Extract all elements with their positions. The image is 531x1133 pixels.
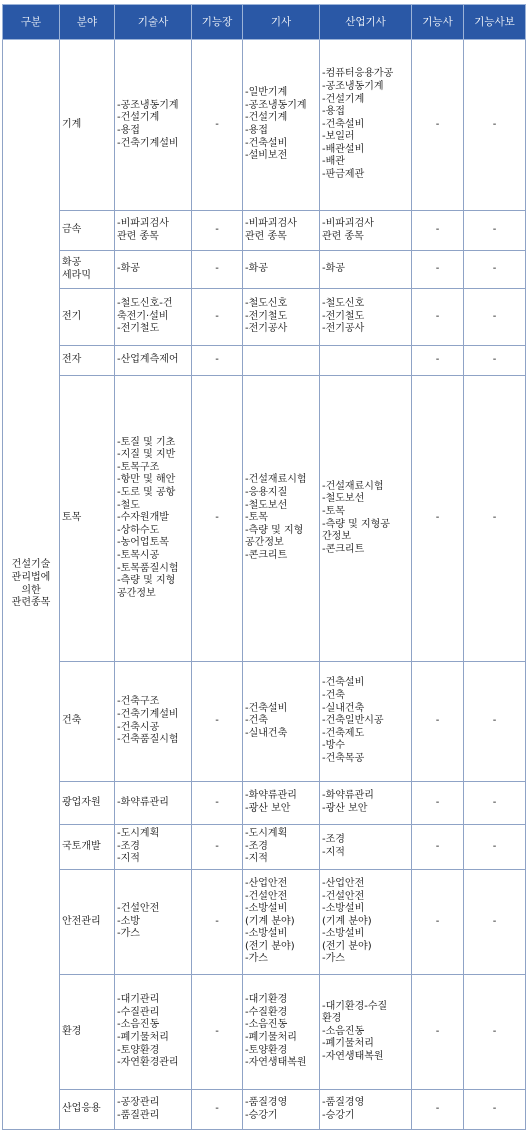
field-cell [60, 975, 115, 1090]
header-field: 분야 [60, 5, 115, 40]
saneop-gisa-cell [320, 376, 412, 662]
cell-line: -화공 [322, 263, 345, 275]
cell-line: -공조냉동기계 [322, 80, 384, 92]
cell-line: 전자 [62, 354, 82, 366]
cell-line: -응용지질 [245, 487, 288, 499]
table-row [3, 662, 526, 782]
header-gineungsa: 기능사 [412, 5, 464, 40]
cell-line: -품질관리 [117, 1109, 160, 1121]
gisulsa-cell [115, 211, 192, 251]
cell-line: -소방 [117, 915, 140, 927]
cell-line: -소방설비 [245, 928, 288, 940]
cell-line: -항만 및 해안 [117, 474, 176, 486]
cell-line: -건축기계설비 [117, 137, 179, 149]
cell-line: -철도 [117, 499, 140, 511]
cell-line: -콘크리트 [245, 549, 288, 561]
cell-line: -토목구조 [117, 461, 160, 473]
cell-line: -화약류관리 [322, 790, 374, 802]
gisa-cell [243, 251, 320, 289]
cell-line: -일반기계 [245, 87, 288, 99]
cell-line: -철도보선 [322, 493, 365, 505]
gineungsabo-cell: - [464, 251, 526, 289]
cell-line: -화공 [245, 263, 268, 275]
cell-line: 산업응용 [62, 1103, 101, 1115]
gisulsa-cell [115, 376, 192, 662]
cell-line: -광산 보안 [245, 803, 291, 814]
cell-line: -승강기 [322, 1109, 355, 1121]
cell-line: -건설재료시험 [245, 474, 307, 486]
gisulsa-cell [115, 346, 192, 376]
gisulsa-cell [115, 782, 192, 825]
cell-line: -도로 및 공항 [117, 487, 176, 499]
cell-line: -소음진동 [117, 1019, 160, 1031]
saneop-gisa-cell [320, 662, 412, 782]
cell-line: -소방설비 [322, 903, 365, 915]
cell-line: 환경 [322, 1013, 342, 1025]
cell-line: -수질관리 [117, 1006, 160, 1018]
cell-line: -승강기 [245, 1109, 278, 1121]
cell-line: -용접 [245, 125, 268, 136]
gineungsa-cell: - [412, 376, 464, 662]
cell-line: -건축구조 [117, 696, 160, 708]
table-row [3, 975, 526, 1090]
cell-line: -공조냉동기계 [245, 99, 307, 111]
cell-line: 국토개발 [62, 840, 101, 852]
cell-line: -자연환경관리 [117, 1057, 179, 1069]
saneop-gisa-cell [320, 40, 412, 211]
cell-line: -전기철도 [117, 323, 160, 335]
gineungjang-cell: - [192, 870, 243, 975]
header-gisulsa: 기술사 [115, 5, 192, 40]
gineungjang-cell: - [192, 376, 243, 662]
gineungjang-cell: - [192, 1090, 243, 1130]
cell-line: -건축기계설비 [117, 708, 179, 720]
cell-line: -지적 [322, 847, 345, 858]
cell-line: (기계 분야) [245, 915, 295, 927]
saneop-gisa-cell [320, 975, 412, 1090]
saneop-gisa-cell [320, 346, 412, 376]
gineungsabo-cell: - [464, 782, 526, 825]
gisa-cell [243, 825, 320, 870]
header-gineungsabo: 기능사보 [464, 5, 526, 40]
gisa-cell [243, 40, 320, 211]
gisulsa-cell [115, 251, 192, 289]
gineungsabo-cell: - [464, 1090, 526, 1130]
cell-line: -조경 [117, 840, 140, 852]
gineungjang-cell: - [192, 289, 243, 346]
cell-line: -가스 [117, 928, 140, 940]
cell-line: -철도신호 [245, 298, 288, 310]
header-gineungjang: 기능장 [192, 5, 243, 40]
cell-line: -건축 [322, 690, 345, 702]
cell-line: 안전관리 [62, 915, 101, 927]
cell-line: -건축설비 [322, 118, 365, 130]
cell-line: -산업계측제어 [117, 354, 179, 366]
table-row [3, 346, 526, 376]
table-row [3, 40, 526, 211]
table-row [3, 251, 526, 289]
cell-line: 세라믹 [62, 269, 91, 281]
cell-line: -토목 [245, 512, 268, 524]
gisulsa-cell [115, 870, 192, 975]
field-cell [60, 251, 115, 289]
saneop-gisa-cell [320, 251, 412, 289]
header-gisa: 기사 [243, 5, 320, 40]
header-row [3, 5, 526, 40]
gisa-cell [243, 211, 320, 251]
cell-line: -자연생태복원 [322, 1050, 384, 1062]
cell-line: -콘크리트 [322, 543, 365, 555]
cell-line: -실내건축 [245, 727, 288, 739]
cell-line: 의한 [21, 584, 41, 596]
cell-line: 축전기·설비 [117, 310, 169, 322]
gineungsa-cell: - [412, 40, 464, 211]
cell-line: -화공 [117, 263, 140, 275]
gineungsa-cell: - [412, 662, 464, 782]
gineungsa-cell: - [412, 870, 464, 975]
cell-line: -조경 [245, 840, 268, 852]
cell-line: -건축시공 [117, 721, 160, 733]
cell-line: -건축제도 [322, 727, 365, 739]
field-cell [60, 40, 115, 211]
cell-line: -토양환경 [117, 1044, 160, 1056]
cell-line: -비파괴검사 [117, 217, 169, 229]
cell-line: -지적 [117, 853, 140, 865]
cell-line: -건설안전 [322, 890, 365, 902]
gineungjang-cell: - [192, 40, 243, 211]
cell-line: -전기공사 [245, 323, 288, 335]
gisulsa-cell [115, 975, 192, 1090]
cell-line: -소음진동 [245, 1019, 288, 1031]
cell-line: -산업안전 [245, 877, 288, 889]
gisa-cell [243, 782, 320, 825]
cell-line: -자연생태복원 [245, 1057, 307, 1069]
cell-line: 토목 [62, 512, 82, 524]
header-category: 구분 [3, 5, 60, 40]
cell-line: 공간정보 [117, 587, 156, 599]
gineungsabo-cell: - [464, 825, 526, 870]
gisulsa-cell [115, 662, 192, 782]
cell-line: -조경 [322, 834, 345, 846]
cell-line: -건축설비 [245, 702, 288, 714]
cell-line: -광산 보안 [322, 803, 368, 814]
cell-line: -용접 [117, 125, 140, 136]
cell-line: -토목품질시험 [117, 562, 179, 574]
cell-line: -품질경영 [322, 1096, 365, 1108]
field-cell [60, 376, 115, 662]
gineungsabo-cell: - [464, 40, 526, 211]
field-cell [60, 870, 115, 975]
cell-line: (기계 분야) [322, 915, 372, 927]
cell-line: 관련 종목 [245, 230, 287, 242]
table-row [3, 870, 526, 975]
cell-line: 간정보 [322, 531, 351, 543]
gisulsa-cell [115, 1090, 192, 1130]
gisa-cell [243, 870, 320, 975]
table-row [3, 825, 526, 870]
field-cell [60, 346, 115, 376]
table-row [3, 211, 526, 251]
table-row [3, 289, 526, 346]
table-row [3, 782, 526, 825]
cell-line: -상하수도 [117, 524, 160, 536]
cell-line: 기계 [62, 118, 82, 130]
header-saneop-gisa: 산업기사 [320, 5, 412, 40]
gineungsa-cell: - [412, 289, 464, 346]
cell-line: -비파괴검사 [322, 217, 374, 229]
cell-line: -도시계획 [117, 828, 160, 840]
cell-line: -건설기계 [117, 112, 160, 124]
field-cell [60, 782, 115, 825]
cell-line: -화약류관리 [117, 796, 169, 808]
cell-line: -산업안전 [322, 877, 365, 889]
cell-line: -폐기물처리 [117, 1032, 169, 1043]
gineungjang-cell: - [192, 346, 243, 376]
cell-line: -품질경영 [245, 1096, 288, 1108]
cell-line: -소음진동 [322, 1025, 365, 1037]
gineungsabo-cell: - [464, 346, 526, 376]
cell-line: -공장관리 [117, 1096, 160, 1108]
cell-line: -판금제관 [322, 169, 365, 181]
cell-line: -건설기계 [322, 93, 365, 105]
cell-line: -철도신호-건 [117, 298, 173, 310]
gineungsa-cell: - [412, 975, 464, 1090]
cell-line: 환경 [62, 1025, 82, 1037]
field-cell [60, 1090, 115, 1130]
field-cell [60, 825, 115, 870]
gisa-cell [243, 1090, 320, 1130]
cell-line: -비파괴검사 [245, 217, 297, 229]
cell-line: -컴퓨터응용가공 [322, 68, 394, 80]
gineungjang-cell: - [192, 211, 243, 251]
cell-line: -건축설비 [322, 677, 365, 689]
cell-line: -지질 및 지반 [117, 449, 176, 461]
cell-line: -건축목공 [322, 752, 365, 764]
cell-line: -용접 [322, 106, 345, 118]
gisulsa-cell [115, 825, 192, 870]
cell-line: -건축 [245, 715, 268, 727]
gineungjang-cell: - [192, 782, 243, 825]
cell-line: -소방설비 [322, 928, 365, 940]
cell-line: -토양환경 [245, 1044, 288, 1056]
gineungsa-cell: - [412, 211, 464, 251]
cell-line: 공간정보 [245, 537, 284, 549]
cell-line: 전기 [62, 310, 82, 322]
saneop-gisa-cell [320, 782, 412, 825]
cell-line: 광업자원 [62, 796, 101, 808]
cell-line: -전기공사 [322, 323, 365, 335]
gisulsa-cell [115, 40, 192, 211]
gineungsa-cell: - [412, 825, 464, 870]
cell-line: -철도보선 [245, 499, 288, 511]
field-cell [60, 289, 115, 346]
cell-line: -건축품질시험 [117, 734, 179, 746]
cell-line: (전기 분야) [245, 940, 295, 952]
cell-line: -대기환경-수질 [322, 1000, 388, 1012]
cell-line: (전기 분야) [322, 940, 372, 952]
gineungsabo-cell: - [464, 975, 526, 1090]
cell-line: -화약류관리 [245, 790, 297, 802]
saneop-gisa-cell [320, 1090, 412, 1130]
cell-line: -공조냉동기계 [117, 99, 179, 111]
cell-line: -건설기계 [245, 112, 288, 124]
gisulsa-cell [115, 289, 192, 346]
gisa-cell [243, 662, 320, 782]
saneop-gisa-cell [320, 825, 412, 870]
cell-line: -도시계획 [245, 828, 288, 840]
gineungjang-cell: - [192, 662, 243, 782]
cell-line: -건축설비 [245, 137, 288, 149]
gineungjang-cell: - [192, 825, 243, 870]
cell-line: 관리법에 [11, 571, 51, 583]
gineungjang-cell: - [192, 975, 243, 1090]
cell-line: -측량 및 지형공 [322, 518, 390, 530]
cell-line: -전기철도 [322, 310, 365, 322]
cell-line: -농어업토목 [117, 537, 169, 549]
gisa-cell [243, 376, 320, 662]
cell-line: -실내건축 [322, 702, 365, 714]
gineungsabo-cell: - [464, 662, 526, 782]
cell-line: 건축 [62, 715, 82, 727]
cell-line: -수자원개발 [117, 512, 169, 524]
cell-line: -소방설비 [245, 903, 288, 915]
cell-line: -지적 [245, 853, 268, 865]
gineungsa-cell: - [412, 346, 464, 376]
table-row [3, 376, 526, 662]
cell-line: -전기철도 [245, 310, 288, 322]
cell-line: -측량 및 지형 [117, 575, 176, 587]
gisa-cell [243, 289, 320, 346]
cell-line: -대기관리 [117, 994, 160, 1006]
cell-line: -토질 및 기초 [117, 436, 176, 448]
cell-line: -가스 [245, 953, 268, 965]
field-cell [60, 211, 115, 251]
gineungsa-cell: - [412, 1090, 464, 1130]
gineungsabo-cell: - [464, 870, 526, 975]
cell-line: -대기환경 [245, 994, 288, 1006]
cell-line: 금속 [62, 224, 82, 236]
saneop-gisa-cell [320, 211, 412, 251]
gineungsabo-cell: - [464, 376, 526, 662]
cell-line: -측량 및 지형 [245, 524, 304, 536]
certification-table [2, 4, 526, 1130]
cell-line: 관련종목 [11, 597, 51, 609]
cell-line: -설비보전 [245, 150, 288, 162]
gineungjang-cell: - [192, 251, 243, 289]
table-body [3, 40, 526, 1130]
cell-line: -건설안전 [117, 903, 160, 915]
gisa-cell [243, 346, 320, 376]
table-row [3, 1090, 526, 1130]
cell-line: -폐기물처리 [245, 1032, 297, 1043]
gisa-cell [243, 975, 320, 1090]
gineungsabo-cell: - [464, 289, 526, 346]
saneop-gisa-cell [320, 870, 412, 975]
cell-line: -건축일반시공 [322, 715, 384, 727]
gineungsa-cell: - [412, 782, 464, 825]
cell-line: -방수 [322, 740, 345, 752]
cell-line: -건설안전 [245, 890, 288, 902]
cell-line: -폐기물처리 [322, 1038, 374, 1050]
category-cell [3, 40, 60, 1130]
cell-line: 관련 종목 [322, 230, 364, 242]
cell-line: -배관 [322, 156, 345, 168]
cell-line: -보일러 [322, 131, 355, 143]
cell-line: -가스 [322, 953, 345, 965]
cell-line: 건설기술 [11, 559, 51, 571]
field-cell [60, 662, 115, 782]
cell-line: 화공 [62, 256, 82, 268]
cell-line: -건설재료시험 [322, 480, 384, 492]
gineungsabo-cell: - [464, 211, 526, 251]
cell-line: -배관설비 [322, 143, 365, 155]
gineungsa-cell: - [412, 251, 464, 289]
cell-line: 관련 종목 [117, 230, 159, 242]
cell-line: -토목 [322, 505, 345, 517]
cell-line: -토목시공 [117, 549, 160, 561]
cell-line: -수질환경 [245, 1006, 288, 1018]
saneop-gisa-cell [320, 289, 412, 346]
cell-line: -철도신호 [322, 298, 365, 310]
